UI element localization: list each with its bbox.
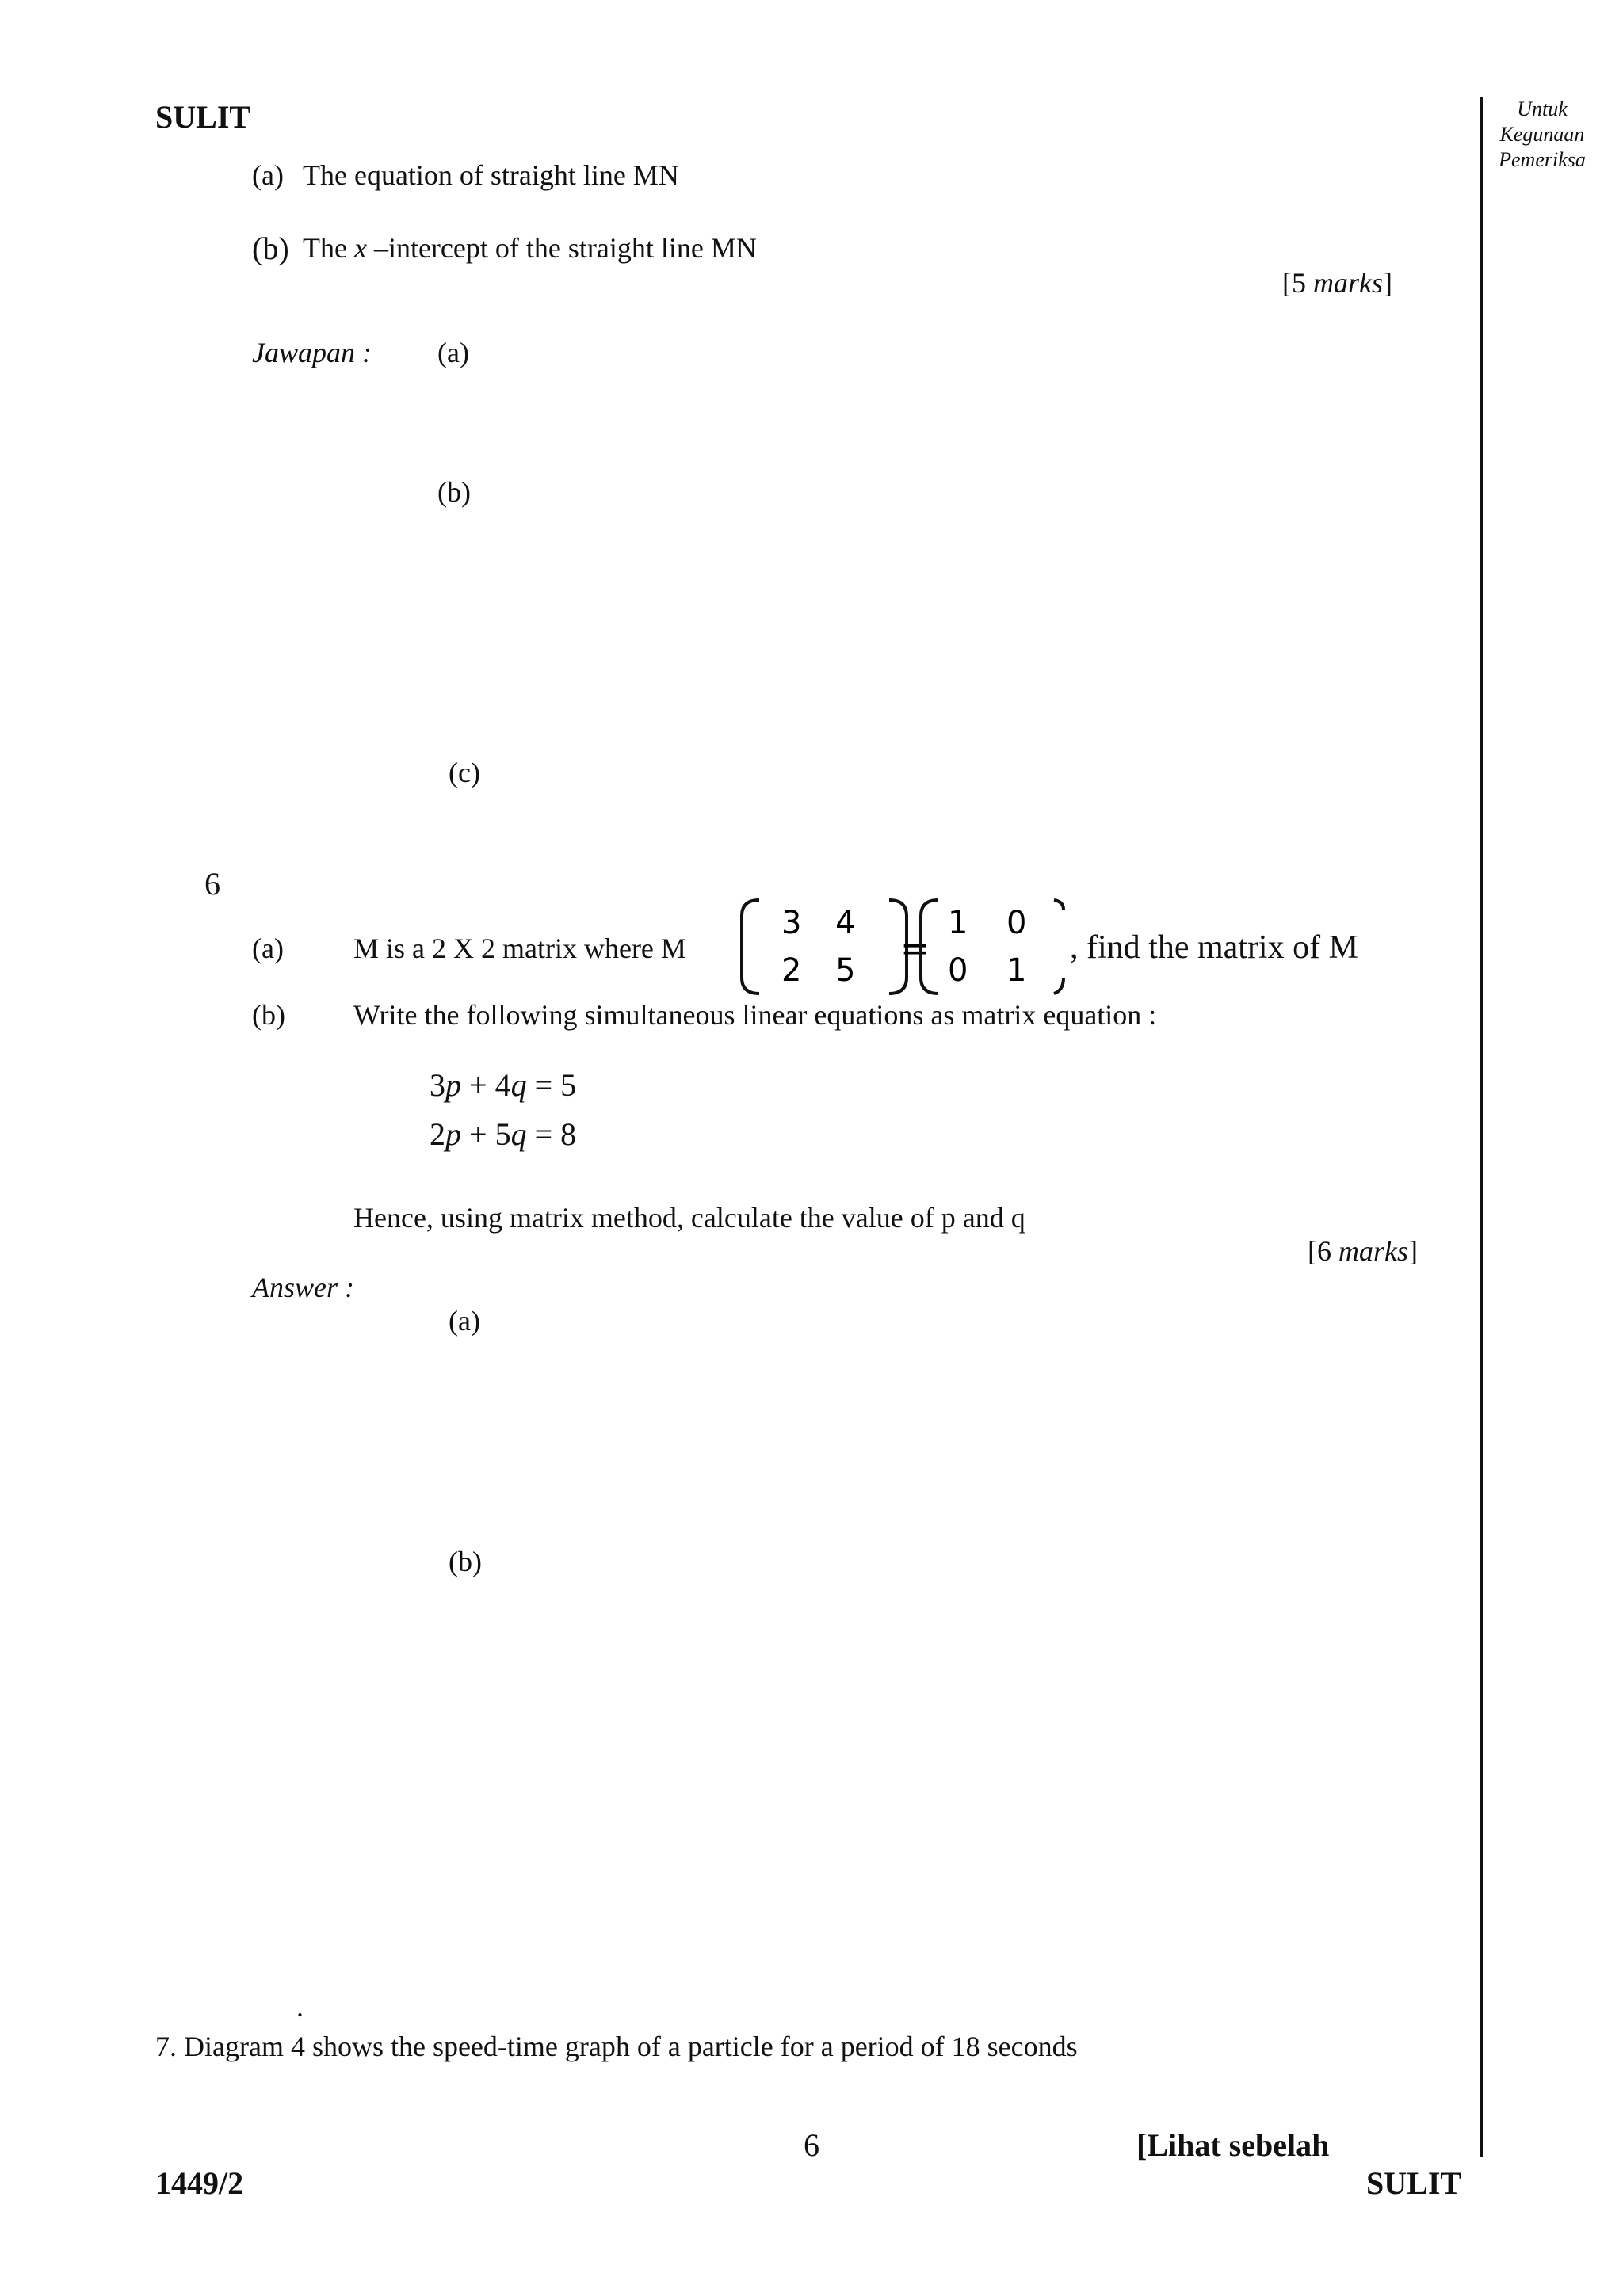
matrix-left-cell: 5 <box>835 952 856 989</box>
matrix-right-cell: 1 <box>1006 952 1027 989</box>
matrix-right-close-bracket-top <box>1054 900 1064 910</box>
q6-answer-label: Answer : <box>252 1272 354 1303</box>
q6-number: 6 <box>204 866 220 902</box>
q6-part-b-label: (b) <box>252 999 285 1031</box>
q6-part-a-suffix: , find the matrix of M <box>1070 929 1358 966</box>
matrix-equals-sign: = <box>900 929 930 969</box>
matrix-right-cell: 1 <box>948 905 968 941</box>
matrix-left-cell: 2 <box>781 952 802 989</box>
footer-paper-code: 1449/2 <box>155 2165 244 2201</box>
q5-part-b-text: The x –intercept of the straight line MN <box>303 232 757 264</box>
matrix-left-open-bracket <box>742 900 759 994</box>
examiner-line-3: Pemeriksa <box>1499 148 1586 171</box>
q6-matrix-equation <box>737 892 1070 1001</box>
q6-marks: [6 marks] <box>1308 1235 1418 1267</box>
examiner-column <box>1484 97 1601 173</box>
q5-marks: [5 marks] <box>1282 267 1392 299</box>
examiner-column-border <box>1480 97 1483 2157</box>
matrix-right-close-bracket-bottom <box>1054 978 1064 994</box>
q5-answer-part-c: (c) <box>449 757 480 788</box>
q6-part-b-text: Write the following simultaneous linear equations as matrix equation : <box>353 999 1157 1031</box>
matrix-left-cell: 3 <box>781 905 802 941</box>
q6-equation-1: 3p + 4q = 5 <box>430 1067 577 1103</box>
q6-hence-text: Hence, using matrix method, calculate the value of p and q <box>353 1202 1025 1234</box>
q5-answer-label: Jawapan : <box>252 337 372 368</box>
matrix-left-cell: 4 <box>835 905 856 941</box>
q6-part-a-label: (a) <box>252 933 284 964</box>
footer-turn-over: [Lihat sebelah <box>1136 2127 1330 2163</box>
q5-answer-part-b: (b) <box>437 476 471 508</box>
examiner-line-2: Kegunaan <box>1499 123 1585 146</box>
q6-equation-2: 2p + 5q = 8 <box>430 1116 577 1152</box>
q5-part-a-label: (a) <box>252 159 284 191</box>
matrix-right-cell: 0 <box>1006 905 1027 941</box>
q6-answer-part-b: (b) <box>449 1546 482 1577</box>
q6-answer-part-a: (a) <box>449 1305 480 1337</box>
q7-text: 7. Diagram 4 shows the speed-time graph of a particle for a period of 18 seconds <box>155 2031 1078 2062</box>
stray-dot: . <box>296 1991 304 2023</box>
q5-part-b-label: (b) <box>252 231 289 266</box>
footer-page-number: 6 <box>804 2127 819 2163</box>
q6-part-a-text: M is a 2 X 2 matrix where M <box>353 933 686 964</box>
q5-part-a-text: The equation of straight line MN <box>303 159 679 191</box>
footer-classification: SULIT <box>1366 2165 1462 2201</box>
matrix-right-cell: 0 <box>948 952 968 989</box>
q5-answer-part-a: (a) <box>437 337 469 368</box>
examiner-line-1: Untuk <box>1517 97 1568 120</box>
header-classification: SULIT <box>155 99 251 135</box>
